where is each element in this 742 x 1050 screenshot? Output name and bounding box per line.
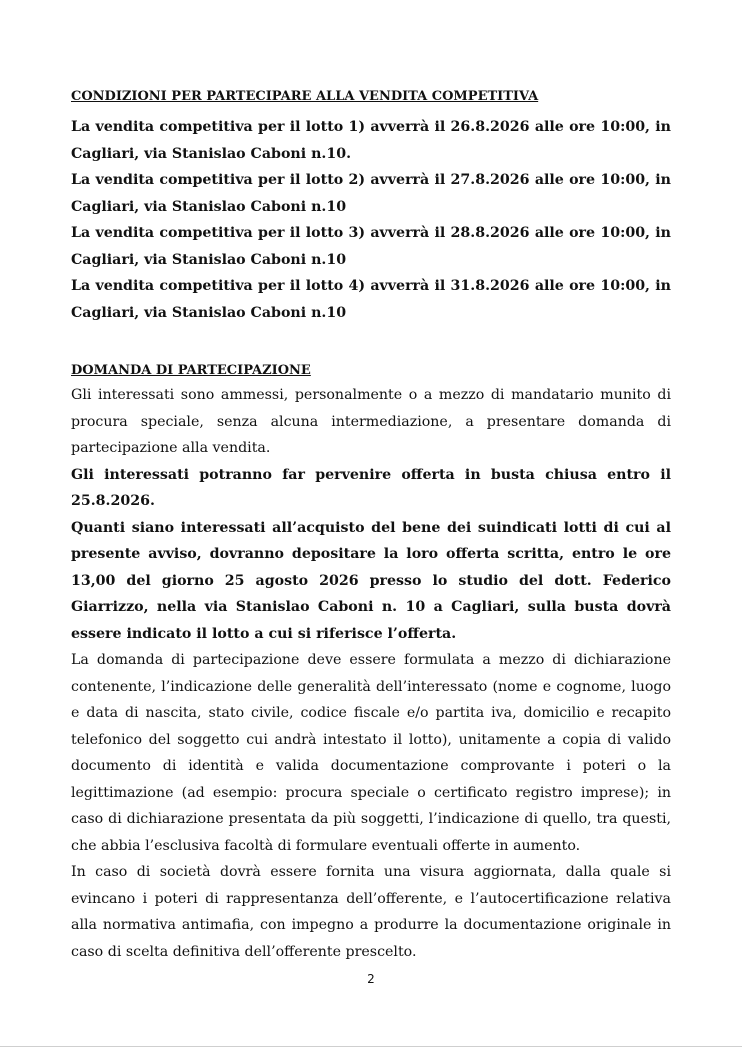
lot-3-paragraph: La vendita competitiva per il lotto 3) avverrà il 28.8.2026 alle ore 10:00, in Cagliari, via Stanislao Caboni n.10 [71,225,671,268]
page-number: 2 [367,972,375,986]
page-bottom-divider [0,1046,742,1047]
lot-2-paragraph: La vendita competitiva per il lotto 2) avverrà il 27.8.2026 alle ore 10:00, in Cagliari, via Stanislao Caboni n.10 [71,172,671,215]
paragraph-companies: In caso di società dovrà essere fornita una visura aggiornata, dalla quale si evincano i poteri di rappresentanza dell’offerente, e l’autocertificazione relativa alla normativa antimafia, con impegno a produrre la documentazione originale in caso di scelta definitiva dell’offerente prescelto. [71,864,671,960]
section-heading-conditions: CONDIZIONI PER PARTECIPARE ALLA VENDITA COMPETITIVA [71,89,539,104]
lot-1-paragraph: La vendita competitiva per il lotto 1) avverrà il 26.8.2026 alle ore 10:00, in Cagliari, via Stanislao Caboni n.10. [71,119,671,162]
lot-4-paragraph: La vendita competitiva per il lotto 4) avverrà il 31.8.2026 alle ore 10:00, in Cagliari, via Stanislao Caboni n.10 [71,278,671,321]
paragraph-admission: Gli interessati sono ammessi, personalmente o a mezzo di mandatario munito di procura speciale, senza alcuna intermediazione, a presentare domanda di partecipazione alla vendita. [71,387,671,456]
page-content [71,86,671,965]
section-heading-application: DOMANDA DI PARTECIPAZIONE [71,363,311,378]
paragraph-deposit: Quanti siano interessati all’acquisto del bene dei suindicati lotti di cui al presente avviso, dovranno depositare la loro offerta scritta, entro le ore 13,00 del giorno 25 agosto 2026 presso lo studio del dott. Federico Giarrizzo, nella via Stanislao Caboni n. 10 a Cagliari, sulla busta dovrà essere indicato il lotto a cui si riferisce l’offerta. [71,519,671,642]
paragraph-application-form: La domanda di partecipazione deve essere formulata a mezzo di dichiarazione contenente, l’indicazione delle generalità dell’interessato (nome e cognome, luogo e data di nascita, stato civile, codice fiscale e/o partita iva, domicilio e recapito telefonico del soggetto cui andrà intestato il lotto), unitamente a copia di valido documento di identità e valida documentazione comprovante i poteri o la legittimazione (ad esempio: procura speciale o certificato registro imprese); in caso di dichiarazione presentata da più soggetti, l’indicazione di quello, tra questi, che abbia l’esclusiva facoltà di formulare eventuali offerte in aumento. [71,652,671,854]
paragraph-deadline: Gli interessati potranno far pervenire offerta in busta chiusa entro il 25.8.2026. [71,466,671,509]
